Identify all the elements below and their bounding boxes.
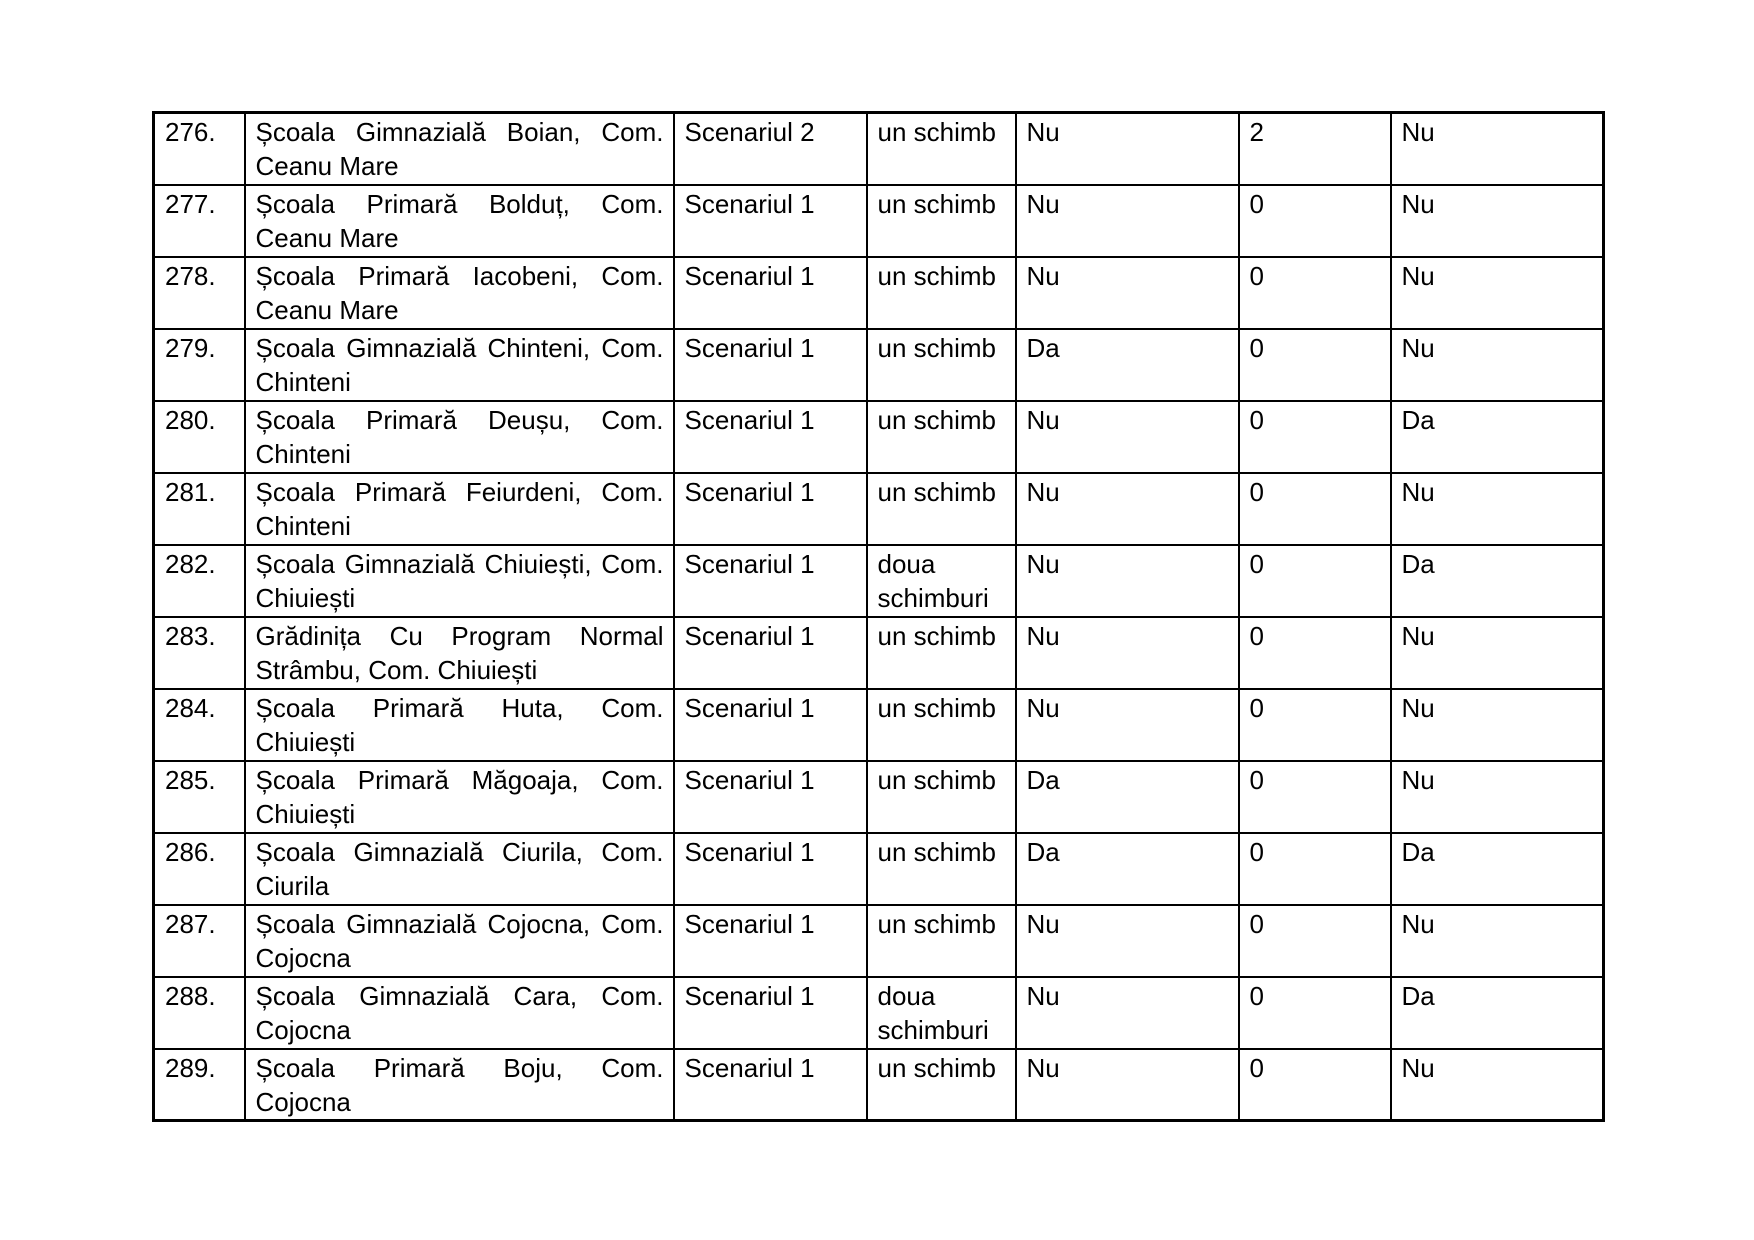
flag1-cell: Da (1016, 761, 1239, 833)
table-row (154, 905, 1604, 977)
school-name-cell: Școala Gimnazială Chiuiești, Com. Chiuiești (245, 545, 674, 617)
flag1-cell: Nu (1016, 113, 1239, 185)
count-cell: 0 (1239, 257, 1391, 329)
row-index-cell: 288. (154, 977, 245, 1049)
count-cell: 0 (1239, 1049, 1391, 1121)
table-row (154, 185, 1604, 257)
scenario-cell: Scenariul 1 (674, 689, 867, 761)
shifts-cell: un schimb (867, 905, 1016, 977)
scenario-cell: Scenariul 1 (674, 545, 867, 617)
flag1-cell: Da (1016, 329, 1239, 401)
table-row (154, 113, 1604, 185)
scenario-cell: Scenariul 1 (674, 761, 867, 833)
school-name-cell: Școala Primară Boju, Com. Cojocna (245, 1049, 674, 1121)
flag1-cell: Da (1016, 833, 1239, 905)
school-name-cell: Școala Gimnazială Chinteni, Com. Chinteni (245, 329, 674, 401)
scenario-cell: Scenariul 1 (674, 257, 867, 329)
flag1-cell: Nu (1016, 977, 1239, 1049)
table-row (154, 473, 1604, 545)
scenario-cell: Scenariul 1 (674, 185, 867, 257)
flag1-cell: Nu (1016, 545, 1239, 617)
table-row (154, 545, 1604, 617)
table-row (154, 977, 1604, 1049)
shifts-cell: un schimb (867, 401, 1016, 473)
count-cell: 0 (1239, 689, 1391, 761)
flag2-cell: Nu (1391, 905, 1604, 977)
flag2-cell: Da (1391, 833, 1604, 905)
shifts-cell: un schimb (867, 473, 1016, 545)
count-cell: 0 (1239, 545, 1391, 617)
count-cell: 0 (1239, 185, 1391, 257)
flag1-cell: Nu (1016, 473, 1239, 545)
scenario-cell: Scenariul 1 (674, 1049, 867, 1121)
flag2-cell: Nu (1391, 617, 1604, 689)
flag2-cell: Da (1391, 545, 1604, 617)
table-row (154, 833, 1604, 905)
scenario-cell: Scenariul 1 (674, 401, 867, 473)
row-index-cell: 281. (154, 473, 245, 545)
count-cell: 0 (1239, 833, 1391, 905)
school-name-cell: Școala Gimnazială Cara, Com. Cojocna (245, 977, 674, 1049)
school-name-cell: Grădinița Cu Program Normal Strâmbu, Com. Chiuiești (245, 617, 674, 689)
scenario-cell: Scenariul 1 (674, 329, 867, 401)
count-cell: 0 (1239, 473, 1391, 545)
scenario-cell: Scenariul 1 (674, 617, 867, 689)
school-name-cell: Școala Primară Huta, Com. Chiuiești (245, 689, 674, 761)
scenario-cell: Scenariul 1 (674, 977, 867, 1049)
count-cell: 0 (1239, 329, 1391, 401)
flag2-cell: Nu (1391, 689, 1604, 761)
flag2-cell: Nu (1391, 473, 1604, 545)
count-cell: 2 (1239, 113, 1391, 185)
shifts-cell: un schimb (867, 113, 1016, 185)
scenario-cell: Scenariul 2 (674, 113, 867, 185)
count-cell: 0 (1239, 401, 1391, 473)
row-index-cell: 283. (154, 617, 245, 689)
shifts-cell: un schimb (867, 761, 1016, 833)
school-name-cell: Școala Gimnazială Boian, Com. Ceanu Mare (245, 113, 674, 185)
row-index-cell: 282. (154, 545, 245, 617)
flag2-cell: Nu (1391, 329, 1604, 401)
shifts-cell: un schimb (867, 617, 1016, 689)
row-index-cell: 286. (154, 833, 245, 905)
table-row (154, 761, 1604, 833)
shifts-cell: un schimb (867, 833, 1016, 905)
scenario-cell: Scenariul 1 (674, 473, 867, 545)
shifts-cell: un schimb (867, 329, 1016, 401)
school-name-cell: Școala Primară Deușu, Com. Chinteni (245, 401, 674, 473)
row-index-cell: 285. (154, 761, 245, 833)
flag1-cell: Nu (1016, 617, 1239, 689)
school-name-cell: Școala Primară Măgoaja, Com. Chiuiești (245, 761, 674, 833)
shifts-cell: doua schimburi (867, 977, 1016, 1049)
table-row (154, 401, 1604, 473)
flag2-cell: Da (1391, 401, 1604, 473)
school-name-cell: Școala Primară Feiurdeni, Com. Chinteni (245, 473, 674, 545)
scenario-cell: Scenariul 1 (674, 905, 867, 977)
row-index-cell: 289. (154, 1049, 245, 1121)
count-cell: 0 (1239, 617, 1391, 689)
flag2-cell: Nu (1391, 257, 1604, 329)
flag2-cell: Nu (1391, 1049, 1604, 1121)
flag1-cell: Nu (1016, 257, 1239, 329)
row-index-cell: 279. (154, 329, 245, 401)
flag2-cell: Nu (1391, 113, 1604, 185)
row-index-cell: 278. (154, 257, 245, 329)
row-index-cell: 276. (154, 113, 245, 185)
table-row (154, 617, 1604, 689)
row-index-cell: 287. (154, 905, 245, 977)
row-index-cell: 277. (154, 185, 245, 257)
school-name-cell: Școala Primară Bolduț, Com. Ceanu Mare (245, 185, 674, 257)
count-cell: 0 (1239, 761, 1391, 833)
shifts-cell: un schimb (867, 185, 1016, 257)
flag1-cell: Nu (1016, 401, 1239, 473)
shifts-cell: un schimb (867, 689, 1016, 761)
school-name-cell: Școala Primară Iacobeni, Com. Ceanu Mare (245, 257, 674, 329)
table-row (154, 329, 1604, 401)
school-name-cell: Școala Gimnazială Ciurila, Com. Ciurila (245, 833, 674, 905)
table-row (154, 1049, 1604, 1121)
flag1-cell: Nu (1016, 905, 1239, 977)
shifts-cell: un schimb (867, 1049, 1016, 1121)
shifts-cell: doua schimburi (867, 545, 1016, 617)
shifts-cell: un schimb (867, 257, 1016, 329)
schools-table (152, 111, 1605, 1122)
flag2-cell: Nu (1391, 185, 1604, 257)
flag1-cell: Nu (1016, 1049, 1239, 1121)
count-cell: 0 (1239, 977, 1391, 1049)
flag2-cell: Da (1391, 977, 1604, 1049)
flag1-cell: Nu (1016, 185, 1239, 257)
scenario-cell: Scenariul 1 (674, 833, 867, 905)
flag1-cell: Nu (1016, 689, 1239, 761)
row-index-cell: 280. (154, 401, 245, 473)
table-row (154, 689, 1604, 761)
flag2-cell: Nu (1391, 761, 1604, 833)
school-name-cell: Școala Gimnazială Cojocna, Com. Cojocna (245, 905, 674, 977)
table-row (154, 257, 1604, 329)
row-index-cell: 284. (154, 689, 245, 761)
count-cell: 0 (1239, 905, 1391, 977)
